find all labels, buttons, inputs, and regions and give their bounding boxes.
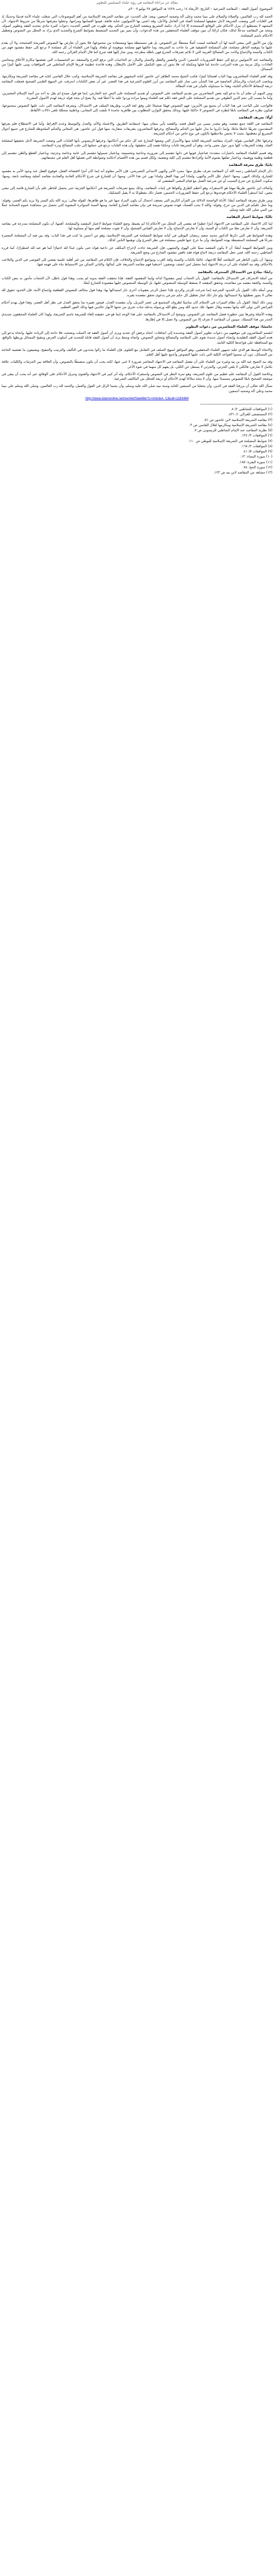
document-meta: الموضوع: أصول الفقه – المقاصد الشرعية – التاريخ: الأربعاء ١٤ رجب ١٤٢٨ هـ الموافق ٢٨ يوليو ٢٠٠٧م (128, 7, 272, 11)
document-title: مقالة عن مراعاة المقاصد في رؤية علماء المسلمين للتطوير (96, 1, 178, 5)
document-page (0, 0, 274, 479)
paragraph: وعرفها علال الفاسي بقوله: المراد بمقاصد الشريعة الغاية منها والأسرار التي وضعها الشارع عند كل حكم من أحكامها. وعرفها الريسوني بأنها الغايات التي وضعت الشريعة لأجل تحقيقها لمصلحة العباد. وهذه التعريفات كلها تدور حول معنى واحد، وهو أن للشريعة غايات وحكمًا تقصد إلى تحقيقها، وأن هذه الغايات ترجع في جملتها إلى جلب المصالح ودرء المفاسد. (2, 139, 272, 148)
paragraph: من أمثلة الانحراف في الاستدلال بالمقاصد: القول بأن الحجاب ليس مقصودًا لذاته وإنما المقصود العفة، فإذا تحققت العفة بدونه لم يجب، وهذا قول باطل، لأن الحجاب مأمور به بنص الكتاب والسنة، والعفة مقصد من مقاصده، وتحقق المقصد لا يسقط الوسيلة المنصوص عليها، بل الوسيلة المنصوص عليها مقصودة للشارع أيضًا. (2, 276, 272, 285)
paragraph: نسأل الله تعالى أن يرزقنا الفقه في الدين، وأن يجعلنا من المتبعين لكتابه وسنة نبيه صلى الله عليه وسلم، وأن يجنبنا الزلل في القول والعمل، والحمد لله رب العالمين، وصلى الله وسلم على نبينا محمد وعلى آله وصحبه أجمعين. (2, 384, 272, 393)
paragraph: فالواجب على الباحث في هذا الباب أن يجمع بين الأمرين: فهم النصوص فهمًا صحيحًا على وفق لغة العرب وطريقة السلف في الاستدلال، ومعرفة المقاصد التي دلت عليها النصوص بمجموعها، فيكون نظره في المقاصد تابعًا لنظره في النصوص لا حاكمًا عليها، وبذلك يتحقق التوازن المطلوب بين ظاهرية جامدة لا تلتفت إلى المعاني، وباطنية متحللة تلغي دلالات الألفاظ. (2, 103, 272, 112)
section-heading: رابعًا: نماذج من الاستدلال المنحرف بالمقاصد (198, 269, 272, 274)
paragraph: لما كان الاعتماد على المقاصد في الاجتهاد أمرًا خطيرًا قد يفضي إلى التحلل من الأحكام إذا لم يضبط، وضع العلماء ضوابط لاعتبار المقصد والمصلحة، أهمها: أن تكون المصلحة مندرجة في مقاصد الشريعة، وأن لا تعارض نصًا من الكتاب أو السنة، وأن لا تعارض الإجماع، وأن لا تعارض القياس الصحيح، وأن لا تفوت مصلحة أهم منها أو مساوية لها. (2, 221, 272, 230)
footnote-item: (٧) ضوابط المصلحة في الشريعة الإسلامية للبوطي ص ١١٠. (188, 438, 272, 443)
paragraph: وهذه الضوابط هي التي ذكرها الدكتور محمد سعيد رمضان البوطي في كتابه ضوابط المصلحة في الشريعة الإسلامية، وهو من أحسن ما كتب في هذا الباب، وقد بين فيه أن المصلحة المعتبرة شرعًا هي المصلحة المنضبطة بهذه الضوابط، وأن ما خرج عنها فليس بمصلحة في نظر الشرع وإن توهمها الناس كذلك. (2, 233, 272, 243)
footnote-item: (٣) مقاصد الشريعة الإسلامية لابن عاشور ص ٥١. (203, 417, 272, 422)
section-heading: خامسًا: موقف العلماء المعاصرين من دعوات التطوير (185, 324, 272, 329)
footnote-item: (١٢) سورة الحج: ٧٨. (243, 465, 272, 469)
paragraph: وقد قسم العلماء المقاصد باعتبارات متعددة: فباعتبار قوتها في ذاتها تنقسم إلى ضرورية وحاجية وتحسينية، وباعتبار شمولها تنقسم إلى عامة وخاصة وجزئية، وباعتبار القطع والظن تنقسم إلى قطعية وظنية ووهمية، وباعتبار تعلقها بعموم الأمة وأفرادها تنقسم إلى كلية وبعضية، ولكل قسم من هذه الأقسام أحكامه وضوابطه التي فصلها أهل العلم في مصنفاتهم. (2, 150, 272, 160)
paragraph: وخلاصة القول أن المقاصد علم عظيم من علوم الشريعة، وهو ثمرة النظر في النصوص واستقراء الأحكام، وله أثر كبير في الاجتهاد والفتوى وتنزيل الأحكام على الوقائع، غير أنه يجب أن يبقى في موضعه الصحيح تابعًا للنصوص مستمدًا منها، وأن لا يتخذ سلاحًا لهدم الأحكام أو ذريعة للتحلل من التكاليف الشرعية. (2, 371, 272, 381)
paragraph: وقد اهتم العلماء المعاصرون بهذا الباب اهتمامًا كبيرًا، فكتب الشيخ محمد الطاهر ابن عاشور كتابه المشهور في مقاصد الشريعة الإسلامية، وكتب علال الفاسي كتابه في مقاصد الشريعة ومكارمها، وتتابعت الدراسات والرسائل الجامعية في هذا الشأن حتى صار علم المقاصد من أبرز العلوم الشرعية في هذا العصر، غير أن بعض الكتابات انحرفت عن المنهج العلمي الصحيح فجعلت المقاصد ذريعة لإسقاط الأحكام الثابتة، وهذا ما سنتناوله بالبيان في هذه المقالة. (2, 74, 272, 88)
paragraph: ذكر الإمام الشاطبي رحمه الله أن المقاصد تعرف بطرق منها: مجرد الأمر والنهي الابتدائي التصريحي، فإن الأمر معلوم أنه إنما كان أمرًا لاقتضائه الفعل، فوقوع الفعل عند وجود الأمر به مقصود للشارع، وكذلك النهي. ومنها: اعتبار علل الأمر والنهي، ولماذا أمر بهذا الفعل ولماذا نهي عن هذا الآخر. ومنها: أن للشارع في شرع الأحكام العادية والعبادية مقاصد أصلية ومقاصد تابعة. ومنها: سكوت الشارع عن شرع التسبب أو عن شرعية العمل مع قيام المعنى المقتضي له. (2, 169, 272, 183)
footnote-item: (٦) الموافقات ٣/ ١٣٤. (240, 433, 272, 438)
source-link[interactable]: http://www.islamonline.net/servlet/Satellite?c=ArticleA_C&cid=1183484 (85, 396, 189, 400)
footnote-item: (٩) الموافقات ٥/ ٤١. (243, 449, 272, 453)
section-heading: أولًا: تعريف المقاصد (238, 115, 272, 120)
footnote-item: (٥) نظرية المقاصد عند الإمام الشاطبي للريسوني ص ٧. (194, 428, 272, 432)
paragraph: ومن أمثلة ذلك: القول بأن الحدود الشرعية إنما شرعت للزجر والردع، فإذا حصل الزجر بعقوبات أخرى جاز استبدالها بها، وهذا قول مخالف للنصوص القطعية وإجماع الأمة، فإن الحدود حقوق لله تعالى لا يجوز تعطيلها ولا استبدالها، ولو جاز ذلك لجاز تعطيل كل حكم شرعي بدعوى تحقق مقصده بغيره. (2, 288, 272, 297)
paragraph: ومن طرق معرفة المقاصد أيضًا: الأدلة الواضحة الدلالة من القرآن الكريم التي يضعف احتمال أن يكون المراد منها غير ما هو ظاهرها، كقوله تعالى: يريد الله بكم اليسر ولا يريد بكم العسر، وقوله: وما جعل عليكم في الدين من حرج، وقوله: والله لا يحب الفساد، فهذه نصوص صريحة في بيان مقاصد الشارع العامة. ومنها السنة المتواترة المعنوية التي تحصل من مشاهدة عموم الصحابة عملًا من النبي صلى الله عليه وسلم. (2, 198, 272, 212)
section-heading: ثالثًا: ضوابط اعتبار المقاصد (226, 215, 272, 219)
footnote-item: (١١) سورة البقرة: ١٨٥. (238, 460, 272, 464)
footnote-item: (٤) مقاصد الشريعة الإسلامية ومكارمها لعلال الفاسي ص ٣. (189, 422, 272, 427)
paragraph: والمقاصد عند الأصوليين ترجع إلى حفظ الضروريات الخمس: الدين والنفس والعقل والنسل والمال، ثم الحاجيات التي ترفع الحرج والمشقة، ثم التحسينيات التي تقتضيها مكارم الأخلاق ومحاسن العادات، وكل مرتبة من هذه المراتب خادمة لما قبلها ومكملة له، فلا يجوز أن يعود التكميل على الأصل بالإبطال، وهذه قاعدة عظيمة قررها الإمام الشاطبي في الموافقات وبنى عليها كثيرًا من المسائل. (2, 57, 272, 71)
paragraph: وهذه الأمثلة وغيرها تبين خطورة فصل المقاصد عن النصوص، وتوضح أن الاستدلال بالمقاصد على هذا الوجه إنما هو في حقيقته إلغاء للشريعة باسم الشريعة، ولهذا كان العلماء المحققون شديدي الحذر من هذا المسلك، مبينين أن المقاصد لا تعرف إلا من النصوص، ولا تعمل إلا في إطارها. (2, 312, 272, 321)
paragraph: انقسم المعاصرون في موقفهم من دعوات تطوير أصول الفقه وتجديده إلى اتجاهات: اتجاه يرفض أي تجديد ويرى أن أصول الفقه قد اكتملت ونضجت فلا حاجة إلى الزيادة عليها، واتجاه يدعو إلى هدم أصول الفقه التقليدية وإنشاء أصول جديدة تقوم على المقاصد والمصالح وتتجاوز النصوص، واتجاه وسط يرى أن أصول الفقه قابلة للتجديد في أسلوب العرض وتنقيح المسائل وربطها بالواقع، مع المحافظة على قواعدها الكلية الثابتة. (2, 331, 272, 345)
paragraph: المقاصد في اللغة جمع مقصد، وهو مصدر ميمي من الفعل قصد، والقصد يأتي بمعان منها: استقامة الطريق، والاعتماد والأم، والعدل والتوسط وعدم الإفراط. وأما في الاصطلاح فلم يعرفها المتقدمون تعريفًا جامعًا مانعًا، وإنما ذكروا ما يدل عليها من الحكم والمصالح، وعرفها المعاصرون بتعريفات متقاربة، منها قول ابن عاشور: هي المعاني والحكم الملحوظة للشارع في جميع أحوال التشريع أو معظمها، بحيث لا تختص ملاحظتها بالكون في نوع خاص من أحكام الشريعة. (2, 122, 272, 135)
footnote-item: (١) الموافقات للشاطبي ٢/ ٨. (231, 407, 272, 411)
footnote-item: (١٣) مشاهد من المقاصد لابن بيه ص ١٢٣. (213, 470, 272, 474)
document-body (2, 14, 272, 394)
paragraph: ومن ذلك أيضًا: القول بأن نظام الميراث في الإسلام كان مناسبًا لظروف المجتمع في عصر التنزيل، وأن مقصده العدل، فيجوز تغييره بما يحقق العدل في نظر أهل العصر، وهذا قول يهدم أحكام الفرائض التي تولى الله بيانها بنفسه وقال عقبها: تلك حدود الله ومن يطع الله ورسوله يدخله جنات تجري من تحتها الأنهار خالدين فيها وذلك الفوز العظيم. (2, 300, 272, 309)
section-heading: ثانيًا: طرق معرفة المقاصد (228, 163, 272, 167)
footnote-item: (٢) المستصفى للغزالي ١/ ٤٣١. (228, 412, 272, 417)
paragraph: ومن الضوابط المهمة أيضًا: أن لا يكون المقصد مبنيًا على الهوى والتشهي، فإن الشريعة جاءت لإخراج المكلف عن داعية هواه حتى يكون عبدًا لله اختيارًا كما هو عبد لله اضطرارًا، كما قرره الشاطبي رحمه الله، فمن جعل المقاصد ذريعة لاتباع هواه فقد ناقض مقصود الشارع من وضع الشريعة. (2, 245, 272, 255)
paragraph: الحمد لله رب العالمين، والصلاة والسلام على نبينا محمد وعلى آله وصحبه أجمعين، وبعد: فإن الحديث عن مقاصد الشريعة الإسلامية من أهم الموضوعات التي شغلت علماء الأمة قديمًا وحديثًا، إذ هي الغايات التي وضعت الشريعة لأجل تحقيقها لمصلحة العباد في العاجل والآجل، وقد اعتنى بها الأصوليون عناية فائقة، فبينوا أقسامها ومراتبها، وجعلوا معرفتها شرطًا من شروط الاجتهاد، لأن المجتهد لا يستطيع أن ينزل الأحكام على الوقائع المستجدة إلا إذا أدرك حكمة التشريع ومقصد الشارع من الحكم. وقد ظهرت في العصر الحديث دعوات كثيرة تنادي بتجديد الفقه وتطوير أصوله، وتتخذ من المقاصد مدخلًا لذلك، فكان لزامًا أن نبين موقف العلماء المحققين من هذه الدعوات، وأن نميز بين التجديد المنضبط بضوابط الشرع والتجديد الذي يراد به التحلل من النصوص وتعطيل الأحكام باسم المصلحة. (2, 14, 272, 38)
paragraph: وأضاف ابن عاشور طريقًا مهمًا هو الاستقراء، وهو أعظم الطرق وأقواها في إثبات المقاصد، وذلك بتتبع تصرفات الشريعة في أحكامها الجزئية حتى يحصل للناظر علم بأن الشارع قاصد إلى معنى معين، كما استقرأ العلماء الأحكام فوجدوها ترجع إلى حفظ الضروريات الخمس، فصار ذلك مقطوعًا به لا يقبل التشكيك. (2, 186, 272, 195)
footnote-item: (٨) الموافقات ٢/ ١٦٨. (240, 444, 272, 448)
paragraph: ومنها: أن يكون الناظر في المقاصد أهلًا للاجتهاد، عالمًا بالكتاب والسنة ولغة العرب ومواضع الإجماع والخلاف، فإن الكلام في المقاصد من غير أهلية علمية يفضي إلى الفوضى في الدين والتلاعب بالأحكام، وقد نبه العلماء على أن درجة الاجتهاد إنما تحصل لمن اتصف بوصفين: أحدهما فهم مقاصد الشريعة على كمالها، والثاني التمكن من الاستنباط بناء على فهمه فيها. (2, 258, 272, 267)
paragraph: وإن من الأمور التي ينبغي التنبه لها أن المقاصد ليست أصلًا مستقلًا عن النصوص، بل هي مستنبطة منها ومستفادة من مجموعها، فلا يجوز أن تعارض بها النصوص الصريحة الصحيحة، ولا أن يقدم عليها ما يتوهمه الناظر مصلحة، فإن المصلحة الحقيقية هي ما جاءت به الشريعة، وما خالفها فهو مصلحة موهومة أو ملغاة. ولهذا قرر العلماء أن كل مصلحة لا ترجع إلى حفظ مقصود فهم من الكتاب والسنة والإجماع وكانت من المصالح الغريبة التي لا تلائم تصرفات الشرع فهي باطلة مطرحة، ومن صار إليها فقد شرع كما قال الإمام الغزالي رحمه الله. (2, 40, 272, 55)
footnotes (2, 407, 272, 475)
paragraph: وقد نبه الشيخ عبد الله بن بيه وغيره من العلماء على أن تفعيل المقاصد في الاجتهاد المعاصر ضرورة لا غنى عنها، لكنه يجب أن يكون منضبطًا بالنصوص، وأن العلاقة بين الجزئيات والكليات علاقة تكامل لا تعارض، فالكلي لا يلغي الجزئي، والجزئي لا يستقل عن الكلي، بل يفهم كل منهما في ضوء الآخر. (2, 360, 272, 369)
paragraph: والاتجاه الوسط هو الذي عليه جمهور العلماء المحققين، وهو الموافق لمنهج السلف في التعامل مع العلوم، فإن العلماء ما زالوا يجددون في التأليف والترتيب والتنقيح، ويضيفون ما تقتضيه الحاجة من المسائل، دون أن يمسوا القواعد الكلية التي دلت عليها النصوص وأجمع عليها أهل العلم. (2, 347, 272, 357)
footnote-item: (١٠) سورة النساء: ١٣. (240, 454, 272, 459)
paragraph: ومن المهم أن نعلم أن ما يدعو إليه بعض المعاصرين من تقديم المقاصد على النصوص، أو تقديم المصلحة على النص عند التعارض، إنما هو قول مبتدع لم يقل به أحد من أئمة الإسلام المعتبرين، وأما ما ينسب إلى نجم الدين الطوفي من تقديم المصلحة على النص فقد تكلم فيه العلماء وبينوا مراده وردوا عليه ما أخطأ فيه، ولا يصح أن يتخذ قوله ذريعة لهدم الأصول المقررة. (2, 91, 272, 100)
